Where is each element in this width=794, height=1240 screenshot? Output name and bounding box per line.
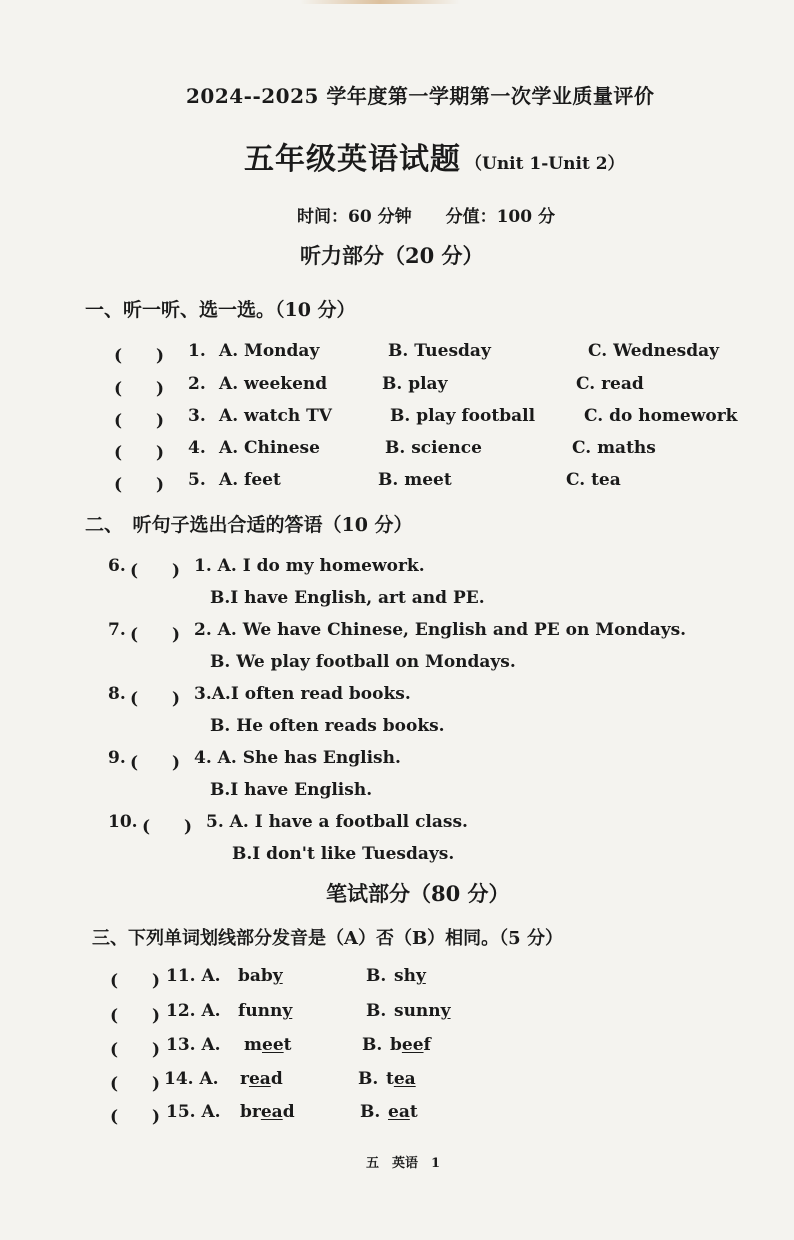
option-b: B. Tuesday (388, 341, 491, 361)
answer-paren[interactable]: ( ) (114, 443, 165, 463)
unit-range: （Unit 1-Unit 2） (465, 154, 625, 174)
word-b-label: B. (360, 1102, 381, 1122)
option-b: B.I have English. (210, 780, 373, 800)
option-a: A. Monday (219, 341, 320, 361)
option-a: A. Chinese (219, 438, 320, 458)
word-a-underlined: ea (260, 1102, 283, 1122)
answer-paren[interactable]: ( ) (110, 1074, 161, 1094)
word-a-part: funn (238, 1001, 283, 1021)
answer-paren[interactable]: ( ) (130, 689, 181, 709)
answer-paren[interactable]: ( ) (110, 1006, 161, 1026)
option-a: A. watch TV (219, 406, 332, 426)
answer-paren[interactable]: ( ) (114, 411, 165, 431)
word-b (386, 1069, 416, 1089)
listening-section-title: 听力部分（20 分） (300, 243, 484, 268)
question-number: 5. (188, 470, 206, 490)
word-a-part: t (283, 1035, 292, 1055)
answer-paren[interactable]: ( ) (130, 625, 181, 645)
section2-title: 二、 听句子选出合适的答语（10 分） (85, 514, 413, 536)
word-b-part: b (390, 1035, 402, 1055)
answer-paren[interactable]: ( ) (110, 1040, 161, 1060)
answer-paren[interactable]: ( ) (110, 1107, 161, 1127)
question-number: 10. (108, 812, 138, 832)
question-number: 13. A. (166, 1035, 221, 1055)
word-a-part: br (240, 1102, 261, 1122)
option-b: B. meet (378, 470, 452, 490)
option-a: 3.A.I often read books. (194, 684, 411, 704)
option-b: B.I have English, art and PE. (210, 588, 485, 608)
option-b: B. He often reads books. (210, 716, 445, 736)
option-c: C. read (576, 374, 644, 394)
option-c: C. tea (566, 470, 621, 490)
word-a (238, 1001, 292, 1021)
answer-paren[interactable]: ( ) (130, 561, 181, 581)
time-score-info: 时间：60 分钟 分值：100 分 (297, 207, 555, 227)
word-b-part: t (409, 1102, 418, 1122)
question-number: 14. A. (164, 1069, 219, 1089)
word-b-underlined: ee (401, 1035, 424, 1055)
option-b: B. play (382, 374, 448, 394)
word-b-underlined: ea (388, 1102, 410, 1122)
word-b-label: B. (366, 966, 387, 986)
exam-main-title (244, 134, 625, 178)
word-b-label: B. (366, 1001, 387, 1021)
option-c: C. Wednesday (588, 341, 720, 361)
option-a: A. feet (219, 470, 281, 490)
option-a: 4. A. She has English. (194, 748, 401, 768)
word-a-underlined: y (282, 1001, 293, 1021)
word-b-underlined: ea (393, 1069, 416, 1089)
word-a (240, 1069, 283, 1089)
word-b (394, 966, 426, 986)
word-b (388, 1102, 418, 1122)
question-number: 9. (108, 748, 126, 768)
question-number: 2. (188, 374, 206, 394)
word-b-label: B. (358, 1069, 379, 1089)
word-a (238, 966, 283, 986)
question-number: 11. A. (166, 966, 221, 986)
page-footer: 五 英语 1 (366, 1156, 441, 1171)
question-number: 12. A. (166, 1001, 221, 1021)
word-b-underlined: y (440, 1001, 451, 1021)
word-b-part: sunn (394, 1001, 441, 1021)
exam-year-title: 2024--2025 学年度第一学期第一次学业质量评价 (186, 84, 655, 108)
option-b: B. science (385, 438, 482, 458)
question-number: 15. A. (166, 1102, 221, 1122)
answer-paren[interactable]: ( ) (114, 475, 165, 495)
question-number: 1. (188, 341, 206, 361)
answer-paren[interactable]: ( ) (130, 753, 181, 773)
word-a-part: r (240, 1069, 249, 1089)
word-b (390, 1035, 431, 1055)
question-number: 4. (188, 438, 206, 458)
word-b-underlined: y (415, 966, 426, 986)
answer-paren[interactable]: ( ) (114, 379, 165, 399)
option-c: C. do homework (584, 406, 738, 426)
word-b-part: sh (394, 966, 416, 986)
word-b-part: t (386, 1069, 394, 1089)
option-a: 2. A. We have Chinese, English and PE on Mondays. (194, 620, 687, 640)
paper-edge-mark (300, 0, 460, 4)
word-a-part: d (270, 1069, 283, 1089)
question-number: 8. (108, 684, 126, 704)
option-a: 1. A. I do my homework. (194, 556, 425, 576)
section1-title: 一、听一听、选一选。（10 分） (85, 299, 356, 321)
answer-paren[interactable]: ( ) (114, 346, 165, 366)
word-a-underlined: y (272, 966, 283, 986)
word-a-part: bab (238, 966, 273, 986)
word-a-part: m (244, 1035, 262, 1055)
word-b (394, 1001, 451, 1021)
section3-title: 三、下列单词划线部分发音是（A）否（B）相同。（5 分） (92, 928, 563, 949)
option-b: B. play football (390, 406, 536, 426)
option-a: 5. A. I have a football class. (206, 812, 468, 832)
question-number: 7. (108, 620, 126, 640)
written-section-title: 笔试部分（80 分） (326, 881, 510, 906)
answer-paren[interactable]: ( ) (142, 817, 193, 837)
option-b: B. We play football on Mondays. (210, 652, 516, 672)
answer-paren[interactable]: ( ) (110, 971, 161, 991)
word-a-underlined: ee (262, 1035, 284, 1055)
option-a: A. weekend (219, 374, 328, 394)
exam-subject-title: 五年级英语试题 (244, 142, 461, 177)
word-b-label: B. (362, 1035, 383, 1055)
option-b: B.I don't like Tuesdays. (232, 844, 455, 864)
word-a (240, 1102, 295, 1122)
question-number: 3. (188, 406, 206, 426)
option-c: C. maths (572, 438, 656, 458)
word-a-underlined: ea (248, 1069, 271, 1089)
word-a (244, 1035, 292, 1055)
question-number: 6. (108, 556, 126, 576)
word-b-part: f (423, 1035, 431, 1055)
word-a-part: d (282, 1102, 295, 1122)
